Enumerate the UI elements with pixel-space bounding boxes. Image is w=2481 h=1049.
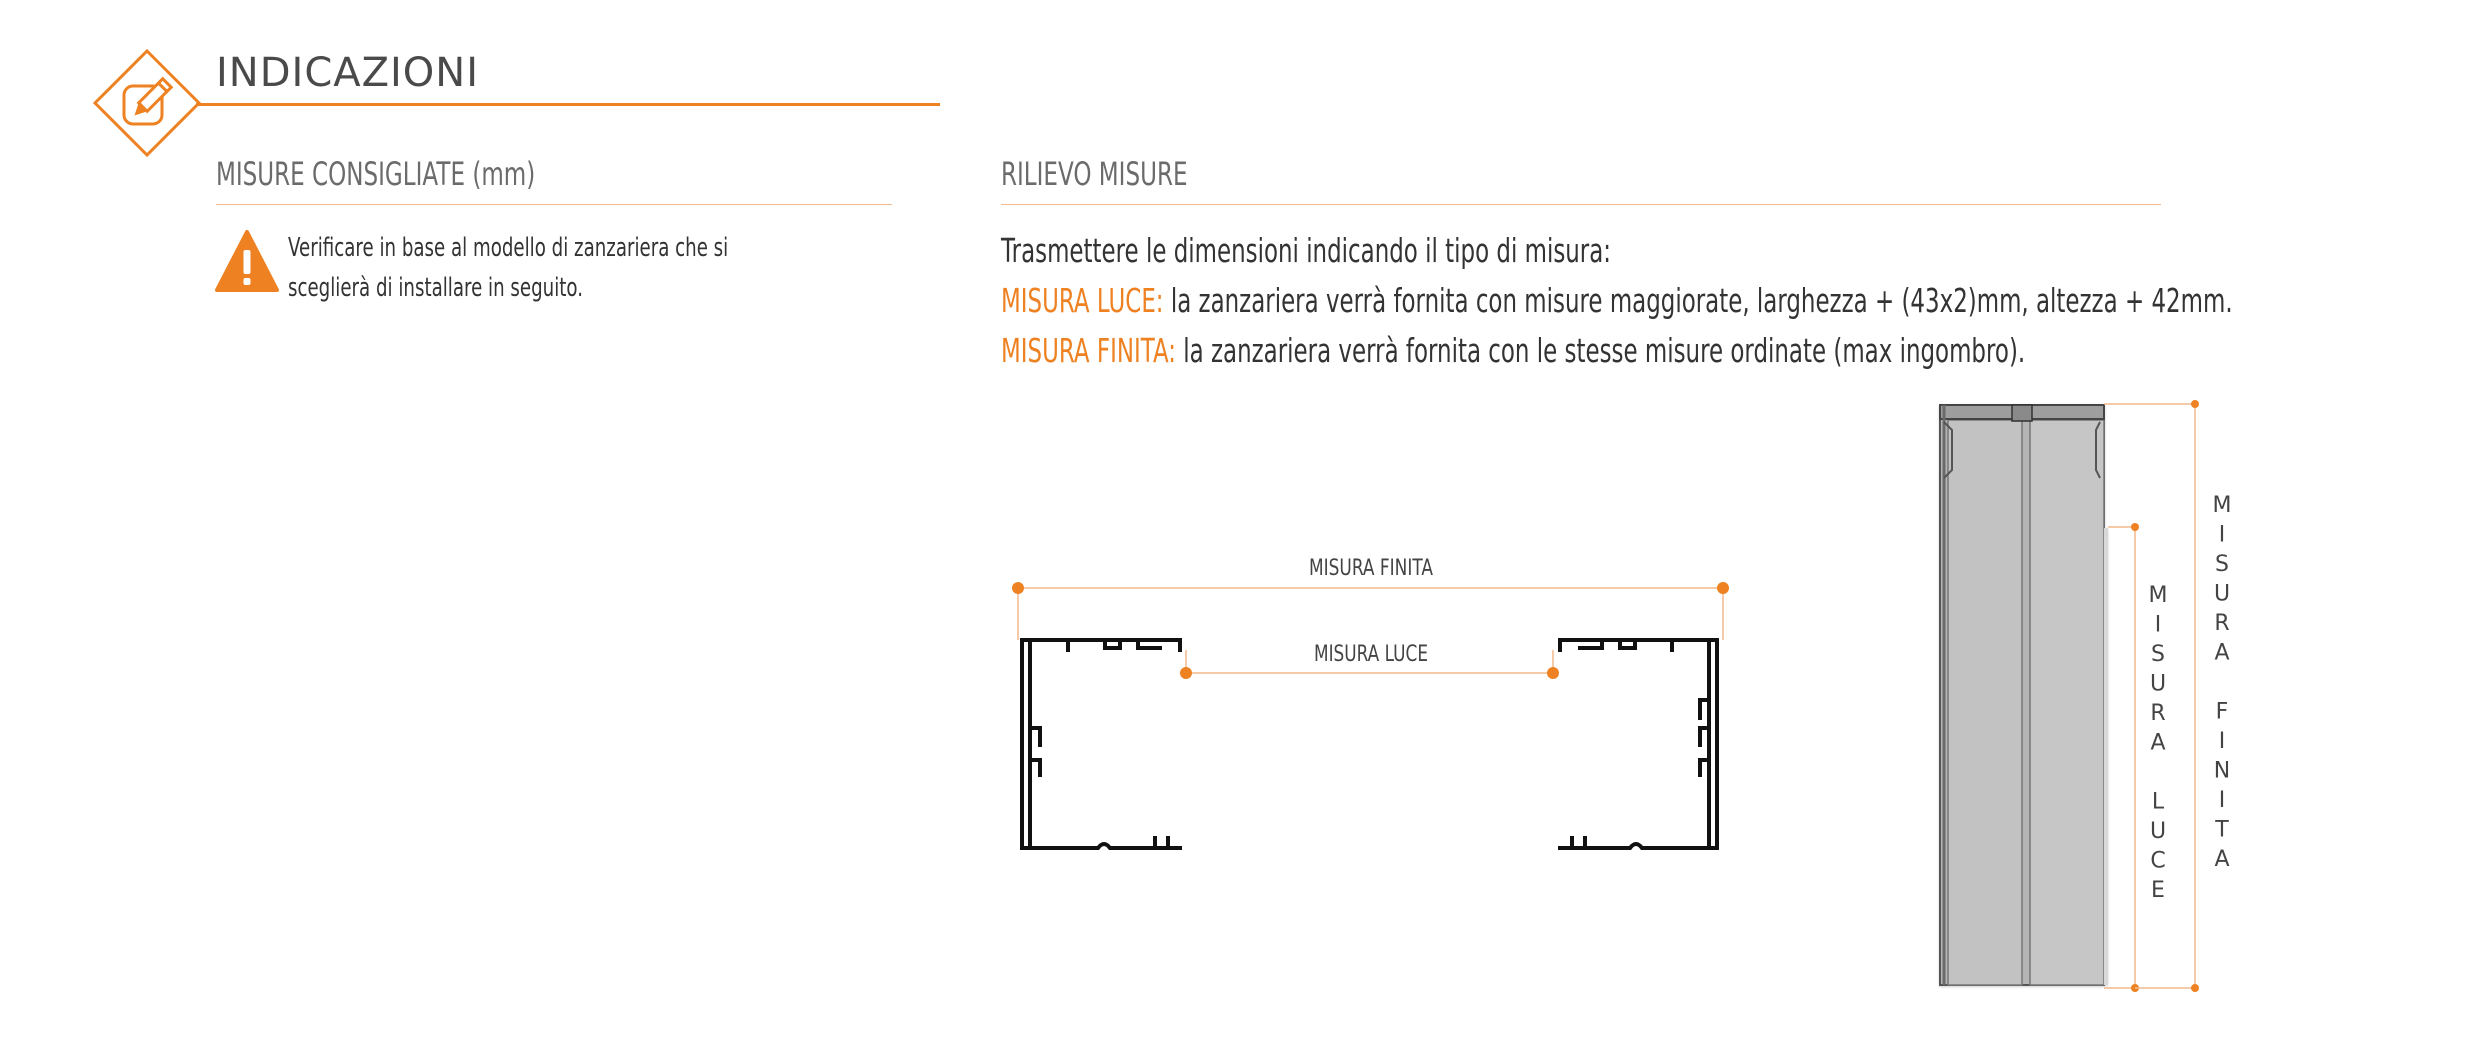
survey-finita-line <box>1001 326 2233 376</box>
vertical-label-letter: I <box>2218 729 2226 754</box>
luce-vertical-dimension <box>2104 523 2139 992</box>
finita-description: la zanzariera verrà fornita con le stesse misure ordinate (max ingombro). <box>1176 331 2026 370</box>
luce-description: la zanzariera verrà fornita con misure maggiorate, larghezza + (43x2)mm, altezza + 42mm. <box>1163 281 2233 320</box>
vertical-label-letter: M <box>2212 493 2232 518</box>
vertical-label-letter: F <box>2215 699 2229 725</box>
vertical-label-letter: N <box>2213 758 2231 784</box>
warning-triangle-icon <box>214 228 280 294</box>
recommended-title: MISURE CONSIGLIATE (mm) <box>216 155 536 193</box>
vertical-label-letter: I <box>2218 788 2226 813</box>
vertical-label-letter: U <box>2213 581 2231 607</box>
vertical-label-letter: L <box>2151 789 2165 815</box>
vertical-label-letter: S <box>2215 552 2229 577</box>
vertical-label-letter: U <box>2149 671 2167 697</box>
vertical-label-letter: A <box>2214 640 2230 666</box>
vertical-label-letter: R <box>2150 701 2166 726</box>
right-profile-section <box>1560 640 1717 848</box>
pencil-edit-icon <box>92 48 202 158</box>
vertical-label-letter: A <box>2214 847 2230 872</box>
survey-luce-line <box>1001 276 2233 326</box>
vertical-label-letter: I <box>2218 522 2226 548</box>
vertical-frame-profile <box>1940 405 2108 985</box>
finita-label: MISURA FINITA: <box>1001 331 1177 370</box>
luce-label: MISURA LUCE: <box>1001 281 1164 320</box>
vertical-label-letter: R <box>2214 611 2230 636</box>
survey-divider <box>1001 204 2161 205</box>
recommended-divider <box>216 204 892 205</box>
vertical-label-letter: S <box>2151 642 2165 667</box>
measurement-diagram <box>1000 395 2420 1005</box>
vertical-label-letter: I <box>2154 612 2162 638</box>
warning-line: sceglierà di installare in seguito. <box>288 273 583 303</box>
finita-horizontal-label: MISURA FINITA <box>1309 556 1433 581</box>
finita-dimension-line <box>1012 582 1729 640</box>
luce-horizontal-label: MISURA LUCE <box>1314 642 1428 667</box>
survey-description <box>1001 226 2481 376</box>
warning-text <box>288 228 917 308</box>
warning-line: Verificare in base al modello di zanzariera che si <box>288 233 729 263</box>
survey-intro: Trasmettere le dimensioni indicando il tipo di misura: <box>1001 231 1612 270</box>
vertical-label-letter: C <box>2150 848 2166 874</box>
luce-vertical-label <box>2149 583 2168 903</box>
finita-vertical-label <box>2213 493 2232 872</box>
vertical-label-letter: E <box>2151 878 2165 903</box>
vertical-label-letter: M <box>2148 583 2168 608</box>
vertical-label-letter: A <box>2150 730 2166 756</box>
vertical-label-letter: T <box>2215 817 2229 843</box>
left-profile-section <box>1022 640 1180 848</box>
survey-title: RILIEVO MISURE <box>1001 155 1188 193</box>
vertical-label-letter: U <box>2149 819 2167 844</box>
page-title: INDICAZIONI <box>216 50 480 96</box>
header-divider <box>196 103 940 106</box>
